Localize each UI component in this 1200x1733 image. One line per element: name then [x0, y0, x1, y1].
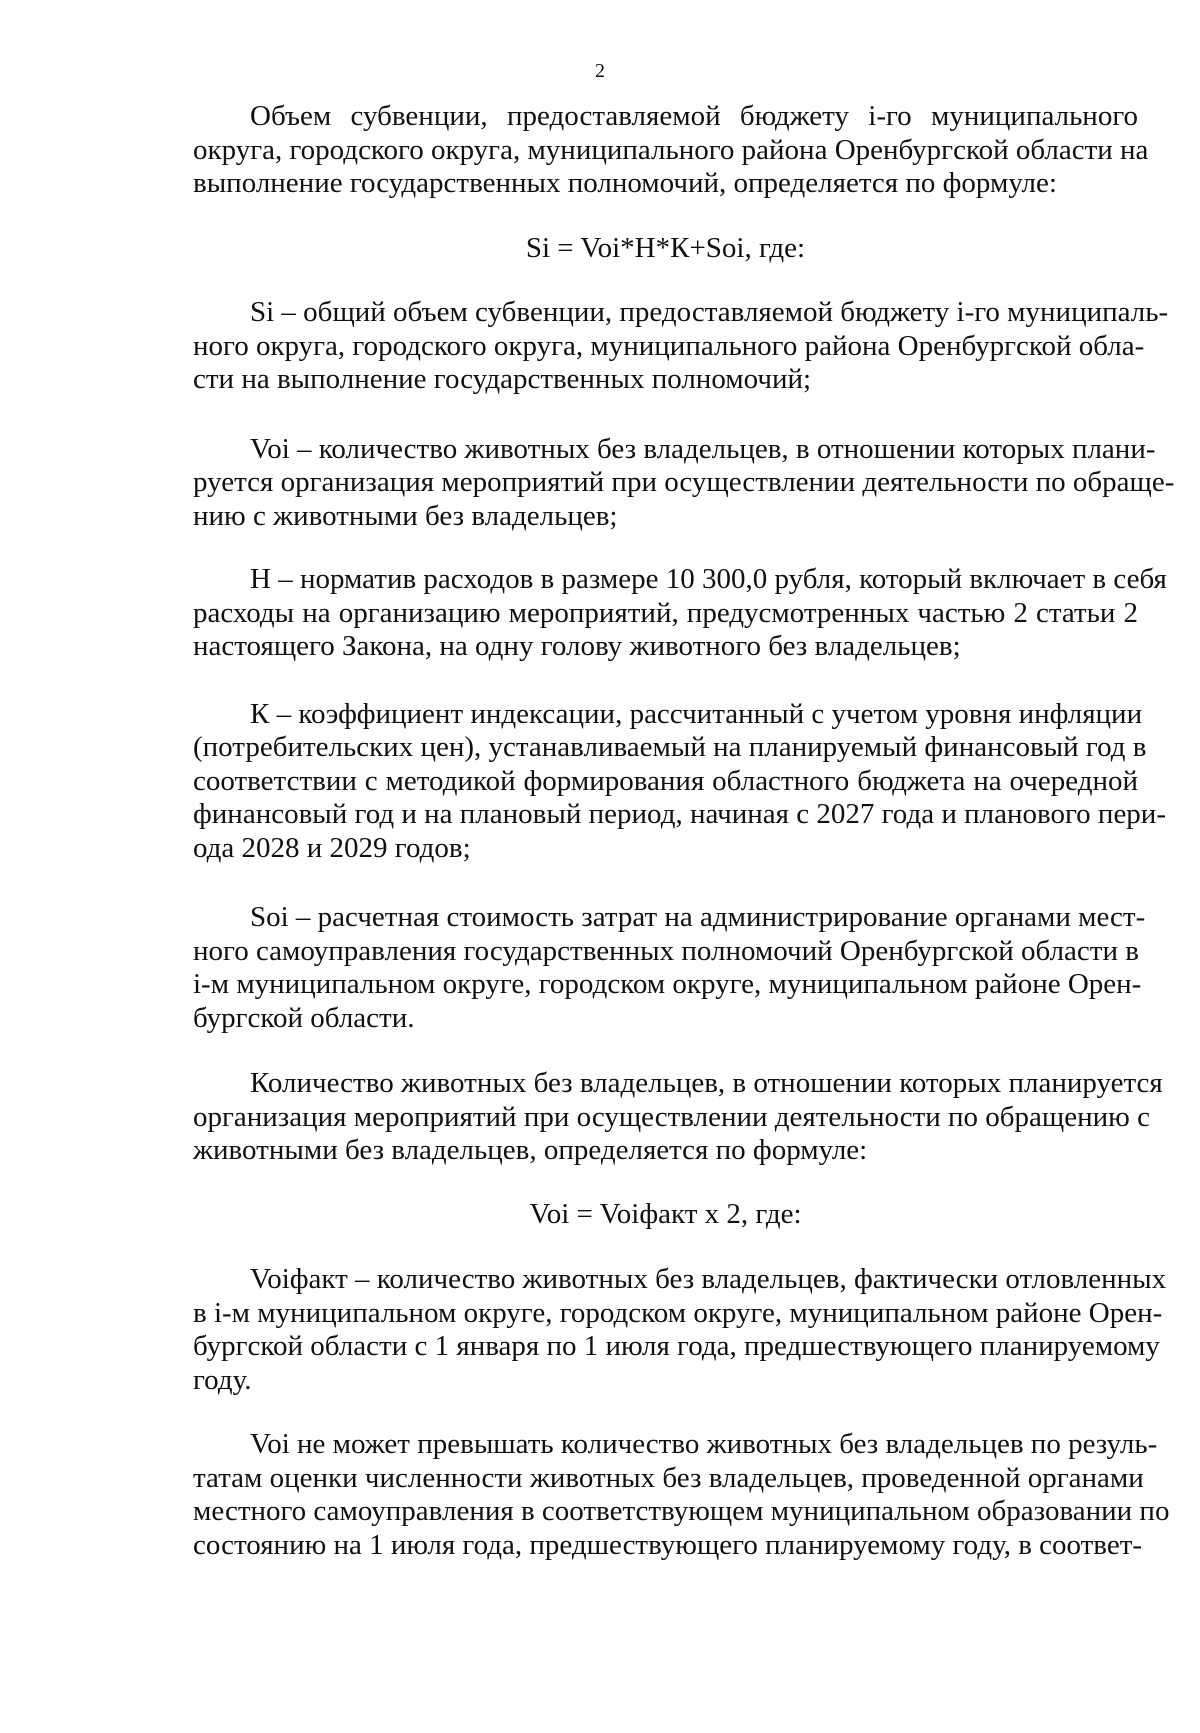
paragraph-definition-h	[193, 563, 1167, 664]
text-line: Soi – расчетная стоимость затрат на администрирование органами мест-	[250, 901, 1146, 933]
text-line: Количество животных без владельцев, в отношении которых планируется	[250, 1067, 1163, 1099]
text-line: бургской области.	[193, 1001, 415, 1034]
text-line: Voi – количество животных без владельцев, в отношении которых плани-	[250, 432, 1156, 465]
formula-si: Si = Voi*H*К+Soi, где:	[525, 231, 806, 264]
text-line: i-м муниципальном округе, городском округе, муниципальном районе Орен-	[193, 968, 1142, 1000]
paragraph-definition-soi	[193, 901, 1146, 1035]
text-line: ного округа, городского округа, муниципального района Оренбургской обла-	[193, 329, 1145, 362]
paragraph-definition-si	[193, 296, 1169, 397]
text-line: сти на выполнение государственных полномочий;	[193, 363, 812, 395]
page-number: 2	[595, 60, 605, 82]
text-line: соответствии с методикой формирования областного бюджета на очередной	[193, 764, 1138, 797]
paragraph-definition-voi	[193, 432, 1175, 534]
text-line: выполнение государственных полномочий, определяется по формуле:	[193, 167, 1057, 199]
paragraph-voi-limit	[193, 1428, 1170, 1562]
text-line: Н – норматив расходов в размере 10 300,0 рубля, который включает в себя	[250, 563, 1167, 595]
paragraph-definition-voifact	[193, 1263, 1167, 1397]
text-line: животными без владельцев, определяется по формуле:	[193, 1134, 868, 1166]
paragraph-subsidy-volume-intro	[193, 100, 1149, 201]
text-line: Voi не может превышать количество животных без владельцев по резуль-	[250, 1428, 1158, 1460]
document-body	[193, 100, 1175, 1562]
text-line: состоянию на 1 июля года, предшествующего планируемому году, в соответ-	[193, 1528, 1143, 1561]
formula-voi: Voi = Voiфакт х 2, где:	[529, 1197, 802, 1230]
text-line: нию с животными без владельцев;	[193, 499, 618, 532]
text-line: финансовый год и на плановый период, начиная с 2027 года и планового пери-	[193, 798, 1166, 830]
text-line: ода 2028 и 2029 годов;	[193, 831, 471, 864]
text-line: Объем субвенции, предоставляемой бюджету i-го муниципального	[250, 100, 1138, 132]
text-line: году.	[193, 1363, 252, 1396]
text-line: ного самоуправления государственных полномочий Оренбургской области в	[193, 934, 1139, 967]
text-line: руется организация мероприятий при осуществлении деятельности по обраще-	[193, 466, 1175, 498]
text-line: татам оценки численности животных без владельцев, проведенной органами	[193, 1461, 1144, 1494]
text-line: округа, городского округа, муниципального района Оренбургской области на	[193, 133, 1149, 166]
text-line: организация мероприятий при осуществлении деятельности по обращению с	[193, 1100, 1150, 1133]
text-line: расходы на организацию мероприятий, предусмотренных частью 2 статьи 2	[193, 596, 1138, 629]
text-line: К – коэффициент индексации, рассчитанный с учетом уровня инфляции	[250, 697, 1143, 730]
paragraph-animals-count-intro	[193, 1067, 1163, 1168]
text-line: настоящего Закона, на одну голову животного без владельцев;	[193, 630, 961, 662]
text-line: бургской области с 1 января по 1 июля года, предшествующего планируемому	[193, 1330, 1160, 1362]
paragraph-definition-k	[193, 697, 1166, 866]
text-line: Voiфакт – количество животных без владельцев, фактически отловленных	[250, 1263, 1167, 1295]
text-line: местного самоуправления в соответствующем муниципальном образовании по	[193, 1495, 1170, 1527]
text-line: (потребительских цен), устанавливаемый на планируемый финансовый год в	[193, 731, 1147, 763]
text-line: Si – общий объем субвенции, предоставляемой бюджету i-го муниципаль-	[250, 296, 1169, 328]
text-line: в i-м муниципальном округе, городском округе, муниципальном районе Орен-	[193, 1296, 1163, 1329]
